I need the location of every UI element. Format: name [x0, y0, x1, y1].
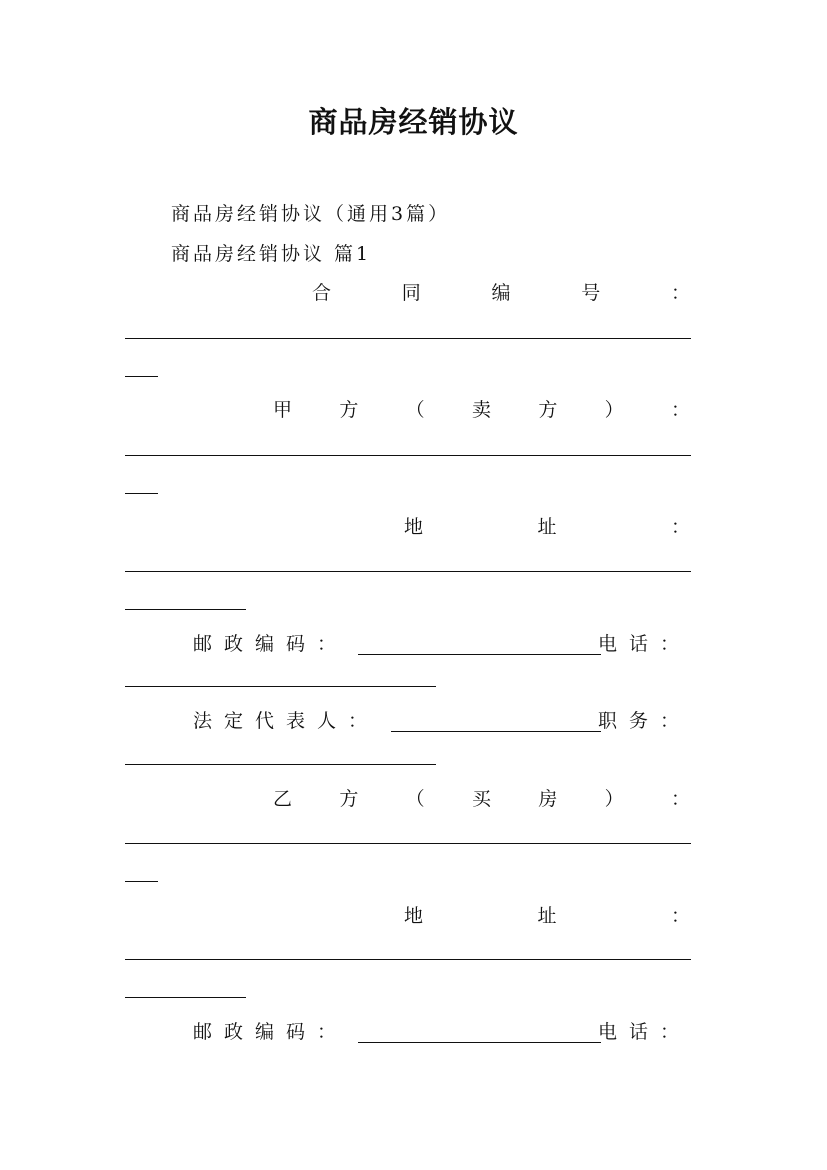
party-a-position-blank: [125, 764, 436, 765]
party-a-postcode-row: [193, 629, 691, 655]
label-char: 卖: [471, 399, 491, 421]
party-a-heading: [273, 395, 690, 422]
contract-number-blank: [125, 338, 691, 339]
postcode-label: 邮政编码：: [193, 1021, 349, 1043]
party-a-blank-cont: [125, 493, 158, 494]
label-char: 合: [312, 282, 332, 304]
document-title: 商品房经销协议: [308, 105, 519, 139]
party-a-address-blank-cont: [125, 609, 246, 610]
party-b-blank: [125, 843, 691, 844]
label-char: 买: [471, 788, 491, 810]
label-char: 址: [537, 905, 557, 927]
party-a-address-label: [404, 512, 690, 539]
legal-rep-blank: [391, 731, 601, 732]
party-b-heading: [273, 784, 690, 811]
party-a-legal-rep-row: [193, 706, 691, 732]
document-subtitle: 商品房经销协议（通用3篇）: [171, 203, 451, 225]
postcode-label: 邮政编码：: [193, 633, 349, 655]
label-char: 方: [538, 399, 558, 421]
label-char: 地: [404, 516, 424, 538]
party-b-blank-cont: [125, 881, 158, 882]
position-label: 职务：: [597, 710, 691, 732]
label-char: ）: [604, 788, 624, 810]
postcode-blank: [358, 654, 601, 655]
postcode-blank: [358, 1042, 601, 1043]
party-a-phone-blank: [125, 686, 436, 687]
phone-label: 电话：: [597, 1021, 691, 1043]
label-char: 地: [404, 905, 424, 927]
label-char: 号: [581, 282, 601, 304]
label-char: ：: [670, 516, 690, 538]
label-char: （: [405, 399, 425, 421]
label-char: ：: [670, 399, 690, 421]
label-char: 方: [339, 788, 359, 810]
party-a-blank: [125, 455, 691, 456]
contract-number-label: [312, 278, 690, 305]
label-char: 同: [401, 282, 421, 304]
section-heading: 商品房经销协议 篇1: [171, 243, 372, 265]
label-char: ）: [604, 399, 624, 421]
contract-number-blank-cont: [125, 376, 158, 377]
label-char: （: [405, 788, 425, 810]
label-char: 乙: [273, 788, 293, 810]
label-char: 甲: [273, 399, 293, 421]
label-char: ：: [670, 788, 690, 810]
party-b-address-blank-cont: [125, 997, 246, 998]
label-char: 编: [491, 282, 511, 304]
phone-label: 电话：: [597, 633, 691, 655]
label-char: 房: [538, 788, 558, 810]
label-char: 方: [339, 399, 359, 421]
party-a-address-blank: [125, 571, 691, 572]
party-b-address-label: [404, 901, 690, 928]
party-b-postcode-row: [193, 1017, 691, 1043]
label-char: ：: [670, 282, 690, 304]
label-char: 址: [537, 516, 557, 538]
party-b-address-blank: [125, 959, 691, 960]
label-char: ：: [670, 905, 690, 927]
legal-rep-label: 法定代表人：: [193, 710, 380, 732]
